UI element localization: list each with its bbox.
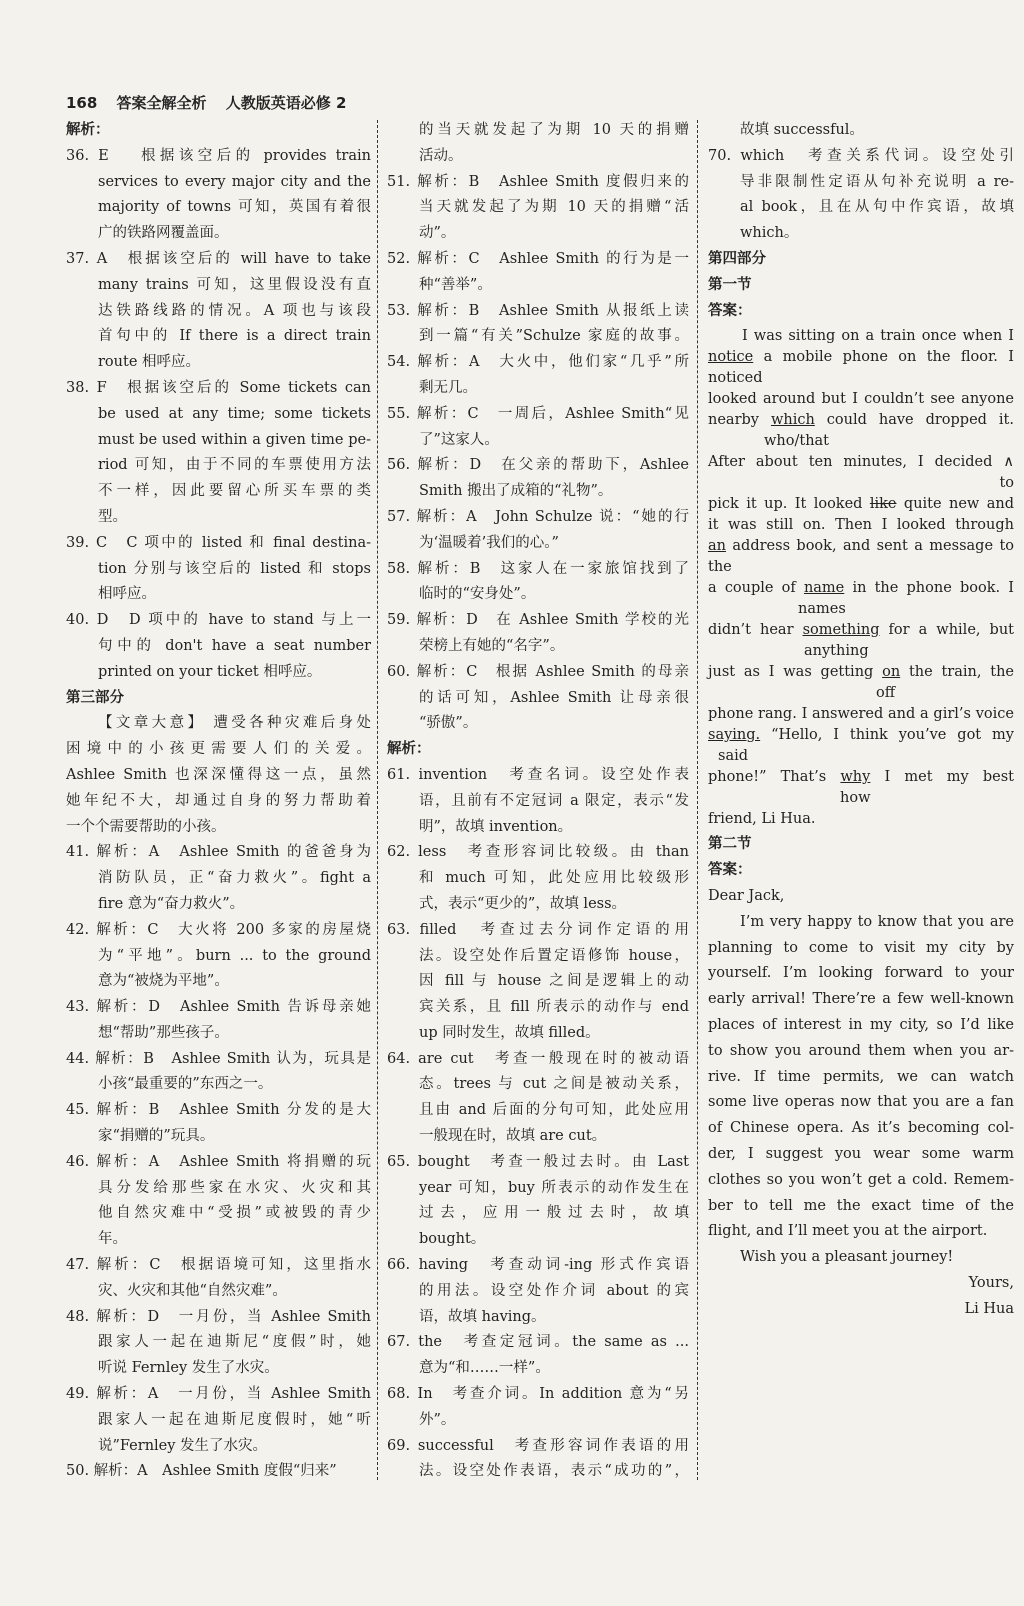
text-line: 【文章大意】 遭受各种灾难后身处 (98, 715, 371, 732)
text-line: 首句中的 If there is a direct train (98, 328, 371, 345)
text-line: up 同时发生，故填 filled。 (419, 1024, 600, 1041)
text-line: must be used within a given time pe- (98, 431, 371, 448)
text-line: 种“善举”。 (419, 276, 492, 293)
correction-line: phone!” That’s why I met my best (708, 769, 1014, 786)
correction-note: anything (804, 643, 869, 660)
text-line: 消防队员，正“奋力救火”。fight a (98, 870, 371, 887)
text-line: 灾、火灾和其他“自然灾难”。 (98, 1282, 287, 1299)
text-line: printed on your ticket 相呼应。 (98, 663, 322, 680)
answers-61-70-continued (708, 118, 1014, 324)
text-line: 想“帮助”那些孩子。 (98, 1024, 229, 1041)
error-word: an (708, 538, 726, 555)
column-divider-1 (377, 120, 378, 1480)
text-line: 为‘温暖着’我们的心。” (419, 534, 559, 551)
letter-line: flight, and I’ll meet you at the airport. (708, 1223, 988, 1240)
text-line: 41. 解析：A Ashlee Smith 的爸爸身为 (66, 844, 371, 861)
text-line: 61. invention 考查名词。设空处作表 (387, 766, 689, 783)
text-line: 47. 解析：C 根据语境可知，这里指水 (66, 1257, 371, 1274)
text-line: tion 分别与该空后的 listed 和 stops (98, 560, 371, 577)
text-line: 意为“被烧为平地”。 (98, 973, 229, 990)
text-line: 58. 解析：B 这家人在一家旅馆找到了 (387, 560, 689, 577)
error-word: notice (708, 349, 754, 366)
text-line: al book，且在从句中作宾语，故填 (740, 199, 1014, 216)
letter-body (708, 910, 1014, 1271)
text-line: 55. 解析：C 一周后，Ashlee Smith“见 (387, 405, 689, 422)
text-line: 他自然灾难中“受损”或被毁的青少 (98, 1205, 371, 1222)
correction-line: a couple of name in the phone book. I (708, 580, 1014, 597)
text-line: 因 fill 与 house 之间是逻辑上的动 (419, 973, 689, 990)
text-line: 过去，应用一般过去时，故填 (419, 1205, 689, 1222)
text-line: fire 意为“奋力救火”。 (98, 895, 245, 912)
text-line: 67. the 考查定冠词。the same as ... (387, 1334, 689, 1351)
text-line: services to every major city and the (98, 173, 371, 190)
text-line: 45. 解析：B Ashlee Smith 分发的是大 (66, 1102, 371, 1119)
error-word: why (840, 769, 871, 786)
column-divider-2 (697, 120, 698, 1480)
text-line: 的话可知，Ashlee Smith 让母亲很 (419, 689, 689, 706)
text-line: 家“捐赠的”玩具。 (98, 1128, 215, 1145)
text-line: 44. 解析：B Ashlee Smith 认为，玩具是 (66, 1050, 371, 1067)
text-line: riod 可知，由于不同的车票使用方法 (98, 457, 371, 474)
text-line: 了”这家人。 (419, 431, 499, 448)
text-line: 动”。 (419, 225, 456, 242)
text-line: 68. In 考查介词。In addition 意为“另 (387, 1386, 689, 1403)
text-line: 54. 解析：A 大火中，他们家“几乎”所 (387, 354, 689, 371)
letter-line: to show you around them when you ar- (708, 1042, 1014, 1059)
text-line: 解析： (66, 122, 110, 138)
left-column (66, 118, 371, 1485)
text-line: 活动。 (419, 147, 463, 164)
answer-label: 答案： (708, 862, 752, 879)
text-line: 式，表示“更少的”，故填 less。 (419, 895, 627, 912)
text-line: 意为“和……一样”。 (419, 1360, 550, 1377)
text-line: 52. 解析：C Ashlee Smith 的行为是一 (387, 250, 689, 267)
text-line: 故填 successful。 (740, 122, 864, 138)
correction-line: friend, Li Hua. (708, 811, 816, 828)
middle-column (387, 118, 689, 1485)
text-line: majority of towns 可知，英国有着很 (98, 199, 371, 216)
text-line: 51. 解析：B Ashlee Smith 度假归来的 (387, 173, 689, 190)
text-line: 一个个需要帮助的小孩。 (66, 818, 226, 835)
text-line: 63. filled 考查过去分词作定语的用 (387, 921, 689, 938)
text-line: 53. 解析：B Ashlee Smith 从报纸上读 (387, 302, 689, 319)
text-line: 57. 解析：A John Schulze 说：“她的行 (387, 508, 689, 525)
text-line: 38. F 根据该空后的 Some tickets can (66, 379, 371, 396)
text-line: 50. 解析：A Ashlee Smith 度假“归来” (66, 1463, 337, 1480)
text-line: 导非限制性定语从句补充说明 a re- (740, 173, 1014, 190)
text-line: 66. having 考查动词-ing 形式作宾语 (387, 1257, 689, 1274)
text-line: 48. 解析：D 一月份，当 Ashlee Smith (66, 1308, 371, 1325)
text-line: 语，故填 having。 (419, 1308, 546, 1325)
text-line: 达铁路线路的情况。A 项也与该段 (98, 302, 371, 319)
text-line: 70. which 考查关系代词。设空处引 (708, 147, 1014, 164)
text-line: 的当天就发起了为期 10 天的捐赠 (419, 122, 689, 138)
letter-line: planning to come to visit my city by (708, 939, 1014, 956)
text-line: 说”Fernley 发生了水灾。 (98, 1437, 268, 1454)
text-line: 40. D D 项中的 have to stand 与上一 (66, 612, 371, 629)
text-line: 的用法。设空处作介词 about 的宾 (419, 1282, 689, 1299)
text-line: which。 (740, 225, 799, 242)
text-line: Smith 搬出了成箱的“礼物”。 (419, 483, 613, 500)
text-line: 型。 (98, 508, 127, 525)
text-line: Ashlee Smith 也深深懂得这一点，虽然 (66, 766, 371, 783)
letter-line: yourself. I’m looking forward to your (708, 965, 1014, 982)
text-line: 她年纪不大，却通过自身的努力帮助着 (66, 792, 371, 809)
text-line: 跟家人一起在迪斯尼度假时，她“听 (98, 1411, 371, 1428)
correction-line: pick it up. It looked like quite new and (708, 496, 1014, 513)
text-line: “骄傲”。 (419, 715, 478, 732)
correction-note: off (876, 685, 896, 702)
text-line: 42. 解析：C 大火将 200 多家的房屋烧 (66, 921, 371, 938)
text-line: 剩无几。 (419, 379, 477, 396)
correction-line: didn’t hear something for a while, but (708, 622, 1014, 639)
text-line: 临时的“安身处”。 (419, 586, 536, 603)
text-line: 明”，故填 invention。 (419, 818, 573, 835)
text-line: 46. 解析：A Ashlee Smith 将捐赠的玩 (66, 1153, 371, 1170)
correction-line: I was sitting on a train once when I (742, 328, 1014, 345)
book-title: 答案全解全析 (116, 94, 207, 112)
text-line: 困境中的小孩更需要人们的关爱。 (66, 741, 371, 758)
error-correction-text (708, 326, 1014, 830)
letter-line: ber to tell me the exact time of the (708, 1197, 1014, 1214)
text-line: 36. E 根据该空后的 provides train (66, 147, 371, 164)
letter-line: of Chinese opera. As it’s becoming col- (708, 1120, 1014, 1137)
correction-note: how (840, 790, 871, 807)
text-line: 第四部分 (708, 250, 766, 267)
letter-closing: Yours, (968, 1274, 1014, 1291)
correction-line: it was still on. Then I looked through (708, 517, 1014, 534)
error-word: on (882, 664, 901, 681)
letter-line: Wish you a pleasant journey! (740, 1249, 954, 1266)
letter-line: early arrival! There’re a few well-known (708, 991, 1014, 1008)
text-line: 62. less 考查形容词比较级。由 than (387, 844, 689, 861)
letter-line: rive. If time permits, we can watch (708, 1068, 1014, 1085)
text-line: 65. bought 考查一般过去时。由 Last (387, 1153, 689, 1170)
text-line: 43. 解析：D Ashlee Smith 告诉母亲她 (66, 999, 371, 1016)
correction-line: nearby which could have dropped it. (708, 412, 1014, 429)
right-column (708, 118, 1014, 1323)
text-line: 语，且前有不定冠词 a 限定，表示“发 (419, 792, 689, 809)
text-line: 答案： (708, 302, 752, 319)
error-word: which (770, 412, 815, 429)
letter-line: I’m very happy to know that you are (740, 913, 1014, 930)
text-line: 年。 (98, 1231, 127, 1248)
correction-line: phone rang. I answered and a girl’s voice (708, 706, 1014, 723)
page-number: 168 (66, 94, 98, 112)
correction-note: the (708, 559, 732, 576)
text-line: 56. 解析：D 在父亲的帮助下，Ashlee (387, 457, 689, 474)
letter-line: places of interest in my city, so I’d like (708, 1016, 1014, 1033)
error-word: like (869, 496, 897, 513)
text-line: 法。设空处作表语，表示“成功的”， (419, 1463, 689, 1480)
section-heading: 第二节 (708, 836, 752, 853)
text-line: 不一样，因此要留心所买车票的类 (98, 483, 371, 500)
text-line: 具分发给那些家在水灾、火灾和其 (98, 1179, 371, 1196)
correction-note: who/that (764, 433, 830, 450)
letter-line: some live operas now that you are a fan (708, 1094, 1014, 1111)
text-line: 句中的 don't have a seat number (98, 637, 371, 654)
correction-line: notice a mobile phone on the floor. I (708, 349, 1014, 366)
text-line: 当天就发起了为期 10 天的捐赠“活 (419, 199, 689, 216)
text-line: 跟家人一起在迪斯尼“度假”时，她 (98, 1334, 371, 1351)
text-line: 且由 and 后面的分句可知，此处应用 (419, 1102, 689, 1119)
text-line: 69. successful 考查形容词作表语的用 (387, 1437, 689, 1454)
text-line: 59. 解析：D 在 Ashlee Smith 学校的光 (387, 612, 689, 629)
text-line: 60. 解析：C 根据 Ashlee Smith 的母亲 (387, 663, 689, 680)
text-line: 到一篇“有关”Schulze 家庭的故事。 (419, 328, 689, 345)
correction-note: noticed (708, 370, 763, 387)
text-line: 64. are cut 考查一般现在时的被动语 (387, 1050, 689, 1067)
correction-note: names (798, 601, 846, 618)
text-line: 第三部分 (66, 689, 124, 706)
text-line: 态。trees 与 cut 之间是被动关系， (419, 1076, 689, 1093)
error-word: something (802, 622, 880, 639)
page-header (66, 92, 360, 113)
text-line: 听说 Fernley 发生了水灾。 (98, 1360, 279, 1377)
text-line: 外”。 (419, 1411, 456, 1428)
letter-greeting: Dear Jack, (708, 887, 785, 904)
text-line: 37. A 根据该空后的 will have to take (66, 250, 371, 267)
correction-line: an address book, and sent a message to (708, 538, 1014, 555)
correction-line: looked around but I couldn’t see anyone (708, 391, 1014, 408)
text-line: 荣榜上有她的“名字”。 (419, 637, 565, 654)
writing-section (708, 832, 1014, 1322)
text-line: year 可知，buy 所表示的动作发生在 (419, 1179, 689, 1196)
correction-note: said (718, 748, 749, 765)
text-line: 解析： (387, 741, 431, 758)
text-line: route 相呼应。 (98, 354, 201, 371)
error-word: saying. (708, 727, 761, 744)
text-line: be used at any time; some tickets (98, 405, 371, 422)
letter-line: der, I suggest you wear some warm (708, 1145, 1014, 1162)
text-line: many trains 可知，这里假设没有直 (98, 276, 371, 293)
correction-note: to (999, 475, 1014, 492)
error-word: name (803, 580, 845, 597)
text-line: 和 much 可知，此处应用比较级形 (419, 870, 689, 887)
text-line: 广的铁路网覆盖面。 (98, 225, 229, 242)
text-line: 为“平地”。burn ... to the ground (98, 947, 371, 964)
letter-signature: Li Hua (964, 1300, 1014, 1317)
text-line: bought。 (419, 1231, 486, 1248)
text-line: 宾关系，且 fill 所表示的动作与 end (419, 999, 689, 1016)
correction-line: After about ten minutes, I decided ∧ (708, 454, 1014, 471)
text-line: 相呼应。 (98, 586, 156, 603)
text-line: 39. C C 项中的 listed 和 final destina- (66, 534, 371, 551)
text-line: 法。设空处作后置定语修饰 house， (419, 947, 689, 964)
letter-line: clothes so you won’t get a cold. Remem- (708, 1171, 1014, 1188)
text-line: 小孩“最重要的”东西之一。 (98, 1076, 273, 1093)
text-line: 第一节 (708, 276, 752, 293)
correction-line: just as I was getting on the train, the (708, 664, 1014, 681)
correction-line: saying. “Hello, I think you’ve got my (708, 727, 1014, 744)
text-line: 49. 解析：A 一月份，当 Ashlee Smith (66, 1386, 371, 1403)
book-subtitle: 人教版英语必修 2 (225, 94, 347, 112)
text-line: 一般现在时，故填 are cut。 (419, 1128, 607, 1145)
